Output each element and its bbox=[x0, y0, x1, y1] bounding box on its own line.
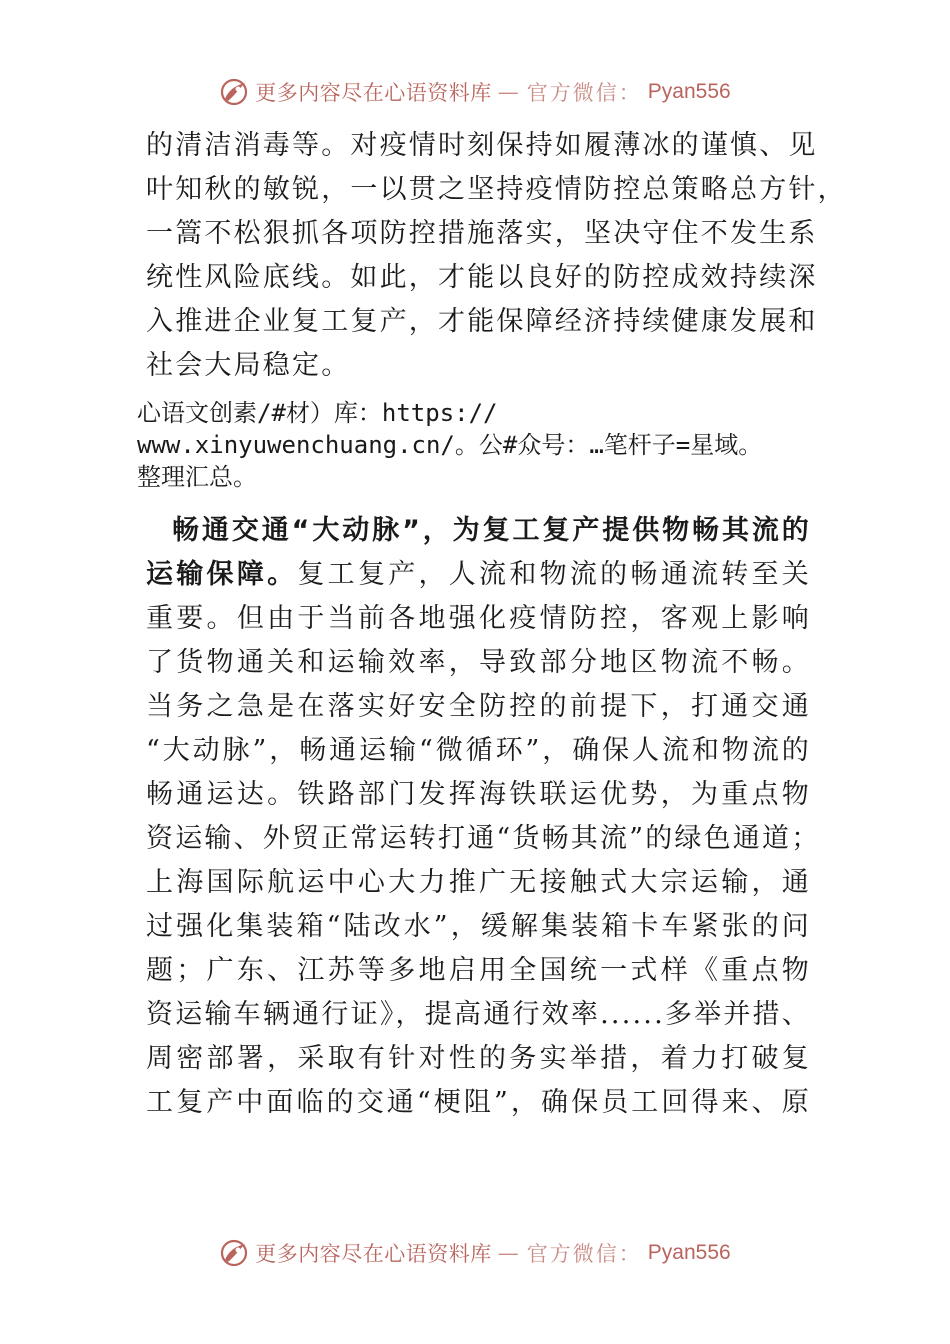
footer-wechat-id: Pyan556 bbox=[647, 1241, 731, 1264]
paragraph-1-line: 入推进企业复工复产，才能保障经济持续健康发展和 bbox=[146, 306, 818, 337]
paragraph-2-line: 当务之急是在落实好安全防控的前提下，打通交通 bbox=[146, 691, 811, 722]
header-wechat-id: Pyan556 bbox=[647, 80, 731, 103]
paragraph-1-line: 叶知秋的敏锐，一以贯之坚持疫情防控总策略总方针， bbox=[146, 174, 847, 205]
paragraph-2 bbox=[146, 509, 821, 1125]
paragraph-2-line: 上海国际航运中心大力推广无接触式大宗运输，通 bbox=[146, 867, 811, 898]
header-banner bbox=[0, 72, 950, 112]
paragraph-2-line-text: 复工复产，人流和物流的畅通流转至关 bbox=[297, 559, 812, 590]
footer-banner bbox=[0, 1233, 950, 1273]
header-banner-dash: — bbox=[497, 80, 521, 104]
paragraph-2-line: 资运输车辆通行证》，提高通行效率......多举并措、 bbox=[146, 999, 811, 1030]
brand-logo-icon bbox=[219, 1238, 249, 1268]
paragraph-2-line: 资运输、外贸正常运转打通“货畅其流”的绿色通道； bbox=[146, 823, 821, 854]
header-wechat-label: 官方微信： bbox=[526, 81, 642, 105]
paragraph-1-line: 的清洁消毒等。对疫情时刻保持如履薄冰的谨慎、见 bbox=[146, 130, 818, 161]
paragraph-2-line: 工复产中面临的交通“梗阻”，确保员工回得来、原 bbox=[146, 1087, 811, 1118]
footer-banner-dash: — bbox=[497, 1241, 521, 1265]
paragraph-2-line: 周密部署，采取有针对性的务实举措，着力打破复 bbox=[146, 1043, 811, 1074]
paragraph-1-line: 一篙不松狠抓各项防控措施落实，坚决守住不发生系 bbox=[146, 218, 818, 249]
brand-logo-icon bbox=[219, 77, 249, 107]
paragraph-2-line: “大动脉”，畅通运输“微循环”，确保人流和物流的 bbox=[146, 735, 811, 766]
paragraph-2-line: 畅通运达。铁路部门发挥海铁联运优势，为重点物 bbox=[146, 779, 811, 810]
source-note-line: 整理汇总。 bbox=[137, 463, 257, 491]
paragraph-2-line: 重要。但由于当前各地强化疫情防控，客观上影响 bbox=[146, 603, 811, 634]
paragraph-2-line: 过强化集装箱“陆改水”，缓解集装箱卡车紧张的问 bbox=[146, 911, 811, 942]
paragraph-1 bbox=[146, 124, 847, 388]
paragraph-1-line: 统性风险底线。如此，才能以良好的防控成效持续深 bbox=[146, 262, 818, 293]
paragraph-2-line bbox=[146, 553, 811, 597]
header-banner-text: 更多内容尽在心语资料库 bbox=[255, 81, 492, 105]
source-note-line: 心语文创素/#材）库：https:// bbox=[137, 399, 498, 427]
paragraph-2-line: 了货物通关和运输效率，导致部分地区物流不畅。 bbox=[146, 647, 811, 678]
paragraph-2-heading-end: 运输保障。 bbox=[146, 559, 298, 590]
source-note-url-line: www.xinyuwenchuang.cn/。公#众号：…笔杆子=星域。 bbox=[137, 431, 763, 459]
paragraph-2-line: 题；广东、江苏等多地启用全国统一式样《重点物 bbox=[146, 955, 811, 986]
footer-banner-text: 更多内容尽在心语资料库 bbox=[255, 1242, 492, 1266]
paragraph-2-heading: 畅通交通“大动脉”，为复工复产提供物畅其流的 bbox=[172, 515, 811, 546]
footer-wechat-label: 官方微信： bbox=[526, 1242, 642, 1266]
paragraph-1-line: 社会大局稳定。 bbox=[146, 350, 351, 381]
source-note bbox=[137, 397, 837, 493]
